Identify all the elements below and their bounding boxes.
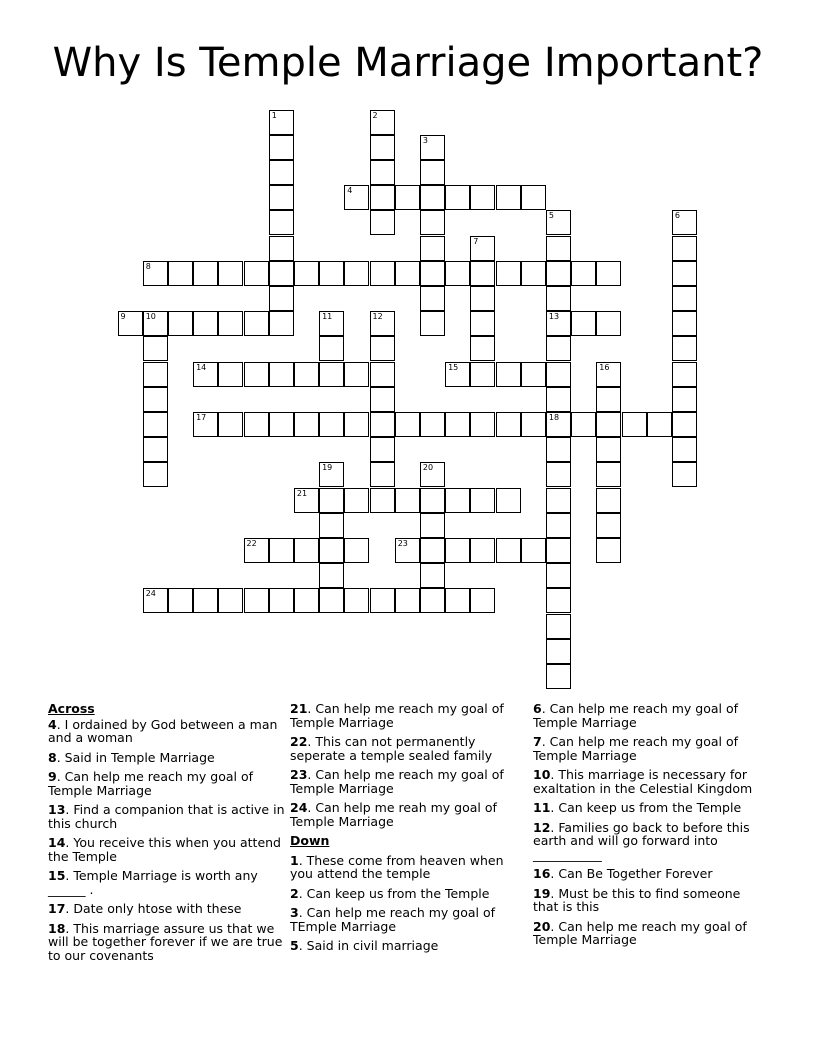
grid-cell[interactable]: [370, 387, 395, 412]
grid-cell[interactable]: [319, 488, 344, 513]
grid-cell[interactable]: [622, 412, 647, 437]
grid-cell[interactable]: [546, 614, 571, 639]
grid-cell[interactable]: [370, 210, 395, 235]
grid-cell[interactable]: [571, 261, 596, 286]
grid-cell[interactable]: [445, 362, 470, 387]
grid-cell[interactable]: [445, 412, 470, 437]
across-clue-21: 21. Can help me reach my goal of Temple Marriage: [290, 701, 504, 730]
down-heading: Down: [290, 833, 330, 848]
grid-cell[interactable]: [445, 185, 470, 210]
grid-cell[interactable]: [370, 462, 395, 487]
grid-cell[interactable]: [445, 588, 470, 613]
down-clue-3: 3. Can help me reach my goal of TEmple Marriage: [290, 905, 496, 934]
grid-cell[interactable]: [420, 210, 445, 235]
grid-cell[interactable]: [672, 387, 697, 412]
clue-text: These come from heaven when you attend the temple: [290, 852, 504, 881]
grid-cell[interactable]: [546, 387, 571, 412]
clue-number: 12: [533, 819, 551, 835]
clue-text: I ordained by God between a man and a woman: [48, 716, 278, 745]
grid-cell[interactable]: [294, 261, 319, 286]
across-clue-13: 13. Find a companion that is active in this church: [48, 802, 285, 831]
grid-cell[interactable]: [395, 538, 420, 563]
grid-cell[interactable]: [319, 563, 344, 588]
grid-cell[interactable]: [496, 362, 521, 387]
clue-number: 12: [372, 312, 383, 322]
clue-text: Find a companion that is active in this church: [48, 802, 285, 831]
clue-number: 24: [145, 589, 156, 599]
grid-cell[interactable]: [344, 261, 369, 286]
grid-cell[interactable]: [647, 412, 672, 437]
clue-number: 5: [290, 938, 299, 953]
grid-cell[interactable]: [344, 538, 369, 563]
clue-number: 7: [533, 734, 542, 749]
grid-cell[interactable]: [395, 412, 420, 437]
grid-cell[interactable]: [218, 588, 243, 613]
grid-cell[interactable]: [370, 336, 395, 361]
grid-cell[interactable]: [596, 362, 621, 387]
clue-text: This marriage assure us that we will be together forever if we are true to our covenants: [48, 920, 283, 963]
grid-cell[interactable]: [244, 311, 269, 336]
grid-cell[interactable]: [118, 311, 143, 336]
clue-number: 5: [548, 211, 554, 221]
grid-cell[interactable]: [420, 412, 445, 437]
grid-cell[interactable]: [470, 185, 495, 210]
grid-cell[interactable]: [420, 135, 445, 160]
grid-cell[interactable]: [420, 236, 445, 261]
down-clue-16: 16. Can Be Together Forever: [533, 866, 713, 881]
clue-number: 10: [145, 312, 156, 322]
grid-cell[interactable]: [370, 588, 395, 613]
clue-text: This marriage is necessary for exaltation in the Celestial Kingdom: [533, 767, 753, 796]
clue-number: 19: [322, 463, 333, 473]
grid-cell[interactable]: [193, 261, 218, 286]
clue-number: 13: [48, 802, 66, 817]
grid-cell[interactable]: [269, 538, 294, 563]
clue-number: 7: [473, 236, 479, 246]
down-clue-10: 10. This marriage is necessary for exaltation in the Celestial Kingdom: [533, 767, 753, 796]
clue-number: 20: [422, 463, 434, 473]
grid-cell[interactable]: [470, 488, 495, 513]
clue-number: 8: [145, 261, 151, 271]
grid-cell[interactable]: [370, 412, 395, 437]
grid-cell[interactable]: [218, 311, 243, 336]
grid-cell[interactable]: [596, 412, 621, 437]
grid-cell[interactable]: [420, 185, 445, 210]
grid-cell[interactable]: [596, 311, 621, 336]
grid-cell[interactable]: [420, 286, 445, 311]
grid-cell[interactable]: [168, 588, 193, 613]
clue-number: 18: [548, 412, 560, 422]
grid-cell[interactable]: [546, 538, 571, 563]
clue-number: 16: [599, 362, 610, 372]
grid-cell[interactable]: [269, 110, 294, 135]
grid-cell[interactable]: [420, 261, 445, 286]
clue-number: 1: [271, 110, 277, 120]
grid-cell[interactable]: [218, 261, 243, 286]
across-clue-23: 23. Can help me reach my goal of Temple Marriage: [290, 767, 504, 796]
grid-cell[interactable]: [344, 362, 369, 387]
grid-cell[interactable]: [395, 488, 420, 513]
grid-cell[interactable]: [319, 588, 344, 613]
grid-cell[interactable]: [596, 387, 621, 412]
clue-text: Can help me reach my goal of Temple Marriage: [533, 701, 739, 730]
clue-number: 3: [290, 905, 299, 920]
grid-cell[interactable]: [420, 462, 445, 487]
grid-cell[interactable]: [672, 311, 697, 336]
grid-cell[interactable]: [193, 311, 218, 336]
grid-cell[interactable]: [470, 336, 495, 361]
clue-number: 22: [290, 734, 308, 749]
clue-number: 11: [322, 312, 333, 322]
clue-number: 11: [533, 800, 551, 815]
clue-number: 24: [290, 800, 308, 815]
clue-text: Must be this to find someone that is this: [533, 885, 741, 914]
clue-number: 1: [290, 852, 299, 868]
down-clue-6: 6. Can help me reach my goal of Temple Marriage: [533, 701, 739, 730]
clue-text: Date only htose with these: [73, 901, 242, 916]
grid-cell[interactable]: [319, 311, 344, 336]
grid-cell[interactable]: [319, 336, 344, 361]
grid-cell[interactable]: [672, 462, 697, 487]
grid-cell[interactable]: [294, 412, 319, 437]
grid-cell[interactable]: [319, 538, 344, 563]
grid-cell[interactable]: [218, 412, 243, 437]
grid-cell[interactable]: [546, 488, 571, 513]
grid-cell[interactable]: [596, 261, 621, 286]
across-clue-14: 14. You receive this when you attend the Temple: [48, 835, 281, 864]
clue-number: 14: [48, 835, 66, 850]
grid-cell[interactable]: [269, 311, 294, 336]
down-clue-20: 20. Can help me reach my goal of Temple Marriage: [533, 918, 747, 947]
clue-text: You receive this when you attend the Temple: [48, 835, 281, 864]
grid-cell[interactable]: [445, 261, 470, 286]
grid-cell[interactable]: [546, 664, 571, 689]
grid-cell[interactable]: [672, 362, 697, 387]
grid-cell[interactable]: [496, 488, 521, 513]
clue-text: Said in Temple Marriage: [64, 749, 215, 765]
clue-text: Can keep us from the Temple: [306, 885, 490, 901]
grid-cell[interactable]: [445, 538, 470, 563]
grid-cell[interactable]: [269, 135, 294, 160]
grid-cell[interactable]: [143, 588, 168, 613]
grid-cell[interactable]: [672, 437, 697, 462]
grid-cell[interactable]: [571, 412, 596, 437]
clue-text: Can Be Together Forever: [558, 866, 713, 881]
grid-cell[interactable]: [672, 412, 697, 437]
grid-cell[interactable]: [546, 639, 571, 664]
grid-cell[interactable]: [546, 336, 571, 361]
grid-cell[interactable]: [319, 513, 344, 538]
grid-cell[interactable]: [370, 437, 395, 462]
down-clue-12: 12. Families go back to before this earth and will go forward into ___________: [533, 819, 750, 862]
grid-cell[interactable]: [143, 437, 168, 462]
grid-cell[interactable]: [470, 311, 495, 336]
grid-cell[interactable]: [344, 412, 369, 437]
clue-text: Can help me reach my goal of TEmple Marriage: [290, 905, 496, 934]
grid-cell[interactable]: [596, 437, 621, 462]
grid-cell[interactable]: [672, 336, 697, 361]
across-clue-15: 15. Temple Marriage is worth any ______ .: [48, 868, 258, 897]
grid-cell[interactable]: [546, 513, 571, 538]
grid-cell[interactable]: [244, 538, 269, 563]
grid-cell[interactable]: [143, 387, 168, 412]
grid-cell[interactable]: [420, 160, 445, 185]
grid-cell[interactable]: [571, 311, 596, 336]
grid-cell[interactable]: [445, 488, 470, 513]
clue-number: 4: [347, 186, 353, 196]
grid-cell[interactable]: [546, 286, 571, 311]
grid-cell[interactable]: [596, 513, 621, 538]
page-title: Why Is Temple Marriage Important?: [52, 40, 764, 86]
down-clue-19: 19. Must be this to find someone that is this: [533, 885, 741, 914]
clue-text: Can help me reah my goal of Temple Marriage: [290, 800, 497, 829]
grid-cell[interactable]: [470, 412, 495, 437]
grid-cell[interactable]: [546, 236, 571, 261]
clue-text: Can help me reach my goal of Temple Marriage: [290, 701, 504, 730]
grid-cell[interactable]: [546, 437, 571, 462]
grid-cell[interactable]: [294, 588, 319, 613]
grid-cell[interactable]: [420, 588, 445, 613]
grid-cell[interactable]: [168, 311, 193, 336]
clue-text: Can help me reach my goal of Temple Marriage: [533, 734, 739, 763]
grid-cell[interactable]: [143, 462, 168, 487]
grid-cell[interactable]: [269, 412, 294, 437]
grid-cell[interactable]: [521, 412, 546, 437]
grid-cell[interactable]: [596, 538, 621, 563]
clue-number: 15: [48, 868, 66, 883]
grid-cell[interactable]: [546, 588, 571, 613]
grid-cell[interactable]: [496, 412, 521, 437]
clues-column-2: [290, 700, 515, 953]
grid-cell[interactable]: [496, 185, 521, 210]
clue-number: 21: [296, 488, 308, 498]
clue-number: 21: [290, 701, 308, 716]
clue-text: Can help me reach my goal of Temple Marriage: [533, 918, 747, 947]
grid-cell[interactable]: [521, 538, 546, 563]
grid-cell[interactable]: [546, 311, 571, 336]
grid-cell[interactable]: [370, 110, 395, 135]
clue-number: 17: [196, 412, 207, 422]
clue-number: 4: [48, 716, 57, 732]
grid-cell[interactable]: [521, 261, 546, 286]
grid-cell[interactable]: [344, 185, 369, 210]
grid-cell[interactable]: [143, 336, 168, 361]
across-clue-9: 9. Can help me reach my goal of Temple Marriage: [48, 769, 254, 798]
grid-cell[interactable]: [319, 362, 344, 387]
down-clue-1: 1. These come from heaven when you attend the temple: [290, 852, 504, 881]
down-clue-5: 5. Said in civil marriage: [290, 938, 439, 953]
grid-cell[interactable]: [420, 563, 445, 588]
grid-cell[interactable]: [143, 412, 168, 437]
grid-cell[interactable]: [546, 261, 571, 286]
grid-cell[interactable]: [470, 286, 495, 311]
grid-cell[interactable]: [168, 261, 193, 286]
clues-column-1: [48, 700, 286, 962]
clue-number: 14: [196, 362, 207, 372]
grid-cell[interactable]: [269, 286, 294, 311]
grid-cell[interactable]: [420, 513, 445, 538]
grid-cell[interactable]: [244, 261, 269, 286]
grid-cell[interactable]: [269, 362, 294, 387]
grid-cell[interactable]: [496, 261, 521, 286]
across-clue-22: 22. This can not permanently seperate a temple sealed family: [290, 734, 493, 763]
grid-cell[interactable]: [370, 261, 395, 286]
grid-cell[interactable]: [546, 462, 571, 487]
grid-cell[interactable]: [319, 412, 344, 437]
grid-cell[interactable]: [319, 462, 344, 487]
clue-text: Can keep us from the Temple: [558, 800, 742, 815]
grid-cell[interactable]: [470, 362, 495, 387]
grid-cell[interactable]: [269, 210, 294, 235]
grid-cell[interactable]: [420, 538, 445, 563]
down-clue-11: 11. Can keep us from the Temple: [533, 800, 742, 815]
grid-cell[interactable]: [395, 588, 420, 613]
grid-cell[interactable]: [470, 538, 495, 563]
grid-cell[interactable]: [143, 311, 168, 336]
grid-cell[interactable]: [395, 261, 420, 286]
clue-number: 6: [674, 211, 680, 221]
grid-cell[interactable]: [470, 588, 495, 613]
grid-cell[interactable]: [193, 362, 218, 387]
clue-text: Temple Marriage is worth any ______ .: [48, 868, 258, 897]
clue-text: This can not permanently seperate a temple sealed family: [290, 734, 493, 763]
clue-text: Can help me reach my goal of Temple Marriage: [290, 767, 504, 796]
clue-number: 9: [48, 769, 57, 784]
grid-cell[interactable]: [596, 488, 621, 513]
clue-number: 13: [548, 312, 560, 322]
grid-cell[interactable]: [470, 236, 495, 261]
clue-text: Can help me reach my goal of Temple Marriage: [48, 769, 254, 798]
across-clue-18: 18. This marriage assure us that we will be together forever if we are true to our covenants: [48, 920, 283, 963]
clue-text: Said in civil marriage: [306, 938, 439, 953]
clue-number: 15: [448, 362, 459, 372]
across-heading: Across: [48, 701, 95, 716]
grid-cell[interactable]: [193, 412, 218, 437]
grid-cell[interactable]: [244, 588, 269, 613]
grid-cell[interactable]: [294, 538, 319, 563]
down-clue-7: 7. Can help me reach my goal of Temple Marriage: [533, 734, 739, 763]
grid-cell[interactable]: [244, 362, 269, 387]
across-clue-8: 8. Said in Temple Marriage: [48, 749, 215, 765]
grid-cell[interactable]: [294, 488, 319, 513]
grid-cell[interactable]: [269, 160, 294, 185]
across-clue-4: 4. I ordained by God between a man and a woman: [48, 716, 278, 745]
clues-column-3: [533, 700, 763, 947]
across-clue-24: 24. Can help me reah my goal of Temple Marriage: [290, 800, 497, 829]
grid-cell[interactable]: [319, 261, 344, 286]
clue-number: 23: [290, 767, 308, 782]
grid-cell[interactable]: [370, 311, 395, 336]
grid-cell[interactable]: [143, 261, 168, 286]
grid-cell[interactable]: [672, 261, 697, 286]
clue-number: 22: [246, 538, 257, 548]
clue-text: Families go back to before this earth and will go forward into ___________: [533, 819, 750, 862]
clue-number: 10: [533, 767, 551, 782]
grid-cell[interactable]: [546, 563, 571, 588]
grid-cell[interactable]: [546, 412, 571, 437]
clue-number: 20: [533, 918, 551, 934]
grid-cell[interactable]: [672, 236, 697, 261]
grid-cell[interactable]: [596, 462, 621, 487]
grid-cell[interactable]: [344, 488, 369, 513]
clue-number: 23: [397, 538, 408, 548]
clue-number: 8: [48, 749, 57, 765]
clue-number: 2: [290, 885, 299, 901]
grid-cell[interactable]: [370, 160, 395, 185]
down-clue-2: 2. Can keep us from the Temple: [290, 885, 490, 901]
clue-number: 19: [533, 885, 551, 901]
grid-cell[interactable]: [395, 185, 420, 210]
grid-cell[interactable]: [420, 311, 445, 336]
grid-cell[interactable]: [370, 135, 395, 160]
grid-cell[interactable]: [672, 210, 697, 235]
grid-cell[interactable]: [193, 588, 218, 613]
grid-cell[interactable]: [546, 210, 571, 235]
grid-cell[interactable]: [370, 362, 395, 387]
clue-number: 6: [533, 701, 542, 716]
grid-cell[interactable]: [470, 261, 495, 286]
grid-cell[interactable]: [269, 261, 294, 286]
clue-number: 9: [120, 312, 126, 322]
grid-cell[interactable]: [521, 362, 546, 387]
grid-cell[interactable]: [546, 362, 571, 387]
grid-cell[interactable]: [269, 236, 294, 261]
clue-number: 17: [48, 901, 66, 916]
grid-cell[interactable]: [344, 588, 369, 613]
grid-cell[interactable]: [370, 488, 395, 513]
grid-cell[interactable]: [218, 362, 243, 387]
grid-cell[interactable]: [672, 286, 697, 311]
clue-number: 3: [422, 135, 428, 145]
grid-cell[interactable]: [420, 488, 445, 513]
clue-number: 2: [372, 110, 378, 120]
grid-cell[interactable]: [244, 412, 269, 437]
clue-number: 16: [533, 866, 551, 881]
grid-cell[interactable]: [294, 362, 319, 387]
grid-cell[interactable]: [143, 362, 168, 387]
grid-cell[interactable]: [370, 185, 395, 210]
clue-number: 18: [48, 920, 66, 936]
grid-cell[interactable]: [269, 588, 294, 613]
grid-cell[interactable]: [496, 538, 521, 563]
across-clue-17: 17. Date only htose with these: [48, 901, 242, 916]
grid-cell[interactable]: [269, 185, 294, 210]
grid-cell[interactable]: [521, 185, 546, 210]
